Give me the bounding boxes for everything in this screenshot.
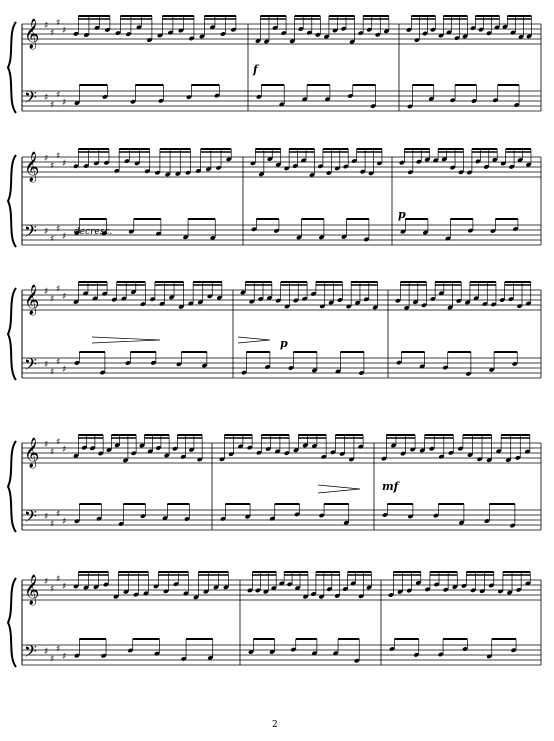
sharp-accidental: ♯ — [62, 652, 67, 662]
sharp-accidental: ♯ — [44, 21, 49, 31]
sharp-accidental: ♯ — [56, 284, 61, 295]
bass-clef: 𝄢 — [24, 641, 37, 665]
treble-clef: 𝄞 — [24, 285, 40, 315]
sharp-accidental: ♯ — [62, 26, 67, 36]
sharp-accidental: ♯ — [44, 512, 49, 522]
sharp-accidental: ♯ — [62, 517, 67, 527]
treble-clef: 𝄞 — [24, 152, 40, 182]
sharp-accidental: ♯ — [44, 93, 49, 103]
grand-staff-brace — [8, 288, 16, 380]
bass-clef: 𝄢 — [24, 506, 37, 530]
sharp-accidental: ♯ — [50, 519, 55, 530]
sharp-accidental: ♯ — [62, 159, 67, 169]
sharp-accidental: ♯ — [62, 98, 67, 108]
sharp-accidental: ♯ — [56, 509, 61, 520]
sharp-accidental: ♯ — [44, 227, 49, 237]
sharp-accidental: ♯ — [50, 367, 55, 378]
sharp-accidental: ♯ — [56, 644, 61, 655]
dynamic-piano: p — [280, 337, 288, 350]
sharp-accidental: ♯ — [44, 287, 49, 297]
treble-clef: 𝄞 — [24, 575, 40, 605]
crescendo-hairpin — [92, 337, 160, 343]
sharp-accidental: ♯ — [50, 161, 55, 172]
sharp-accidental: ♯ — [62, 232, 67, 242]
sharp-accidental: ♯ — [56, 437, 61, 448]
sharp-accidental: ♯ — [44, 360, 49, 370]
sharp-accidental: ♯ — [50, 234, 55, 245]
sharp-accidental: ♯ — [62, 445, 67, 455]
grand-staff-brace — [8, 155, 16, 247]
treble-clef: 𝄞 — [24, 19, 40, 49]
dynamic-decrescendo: decresc. — [74, 227, 113, 237]
sharp-accidental: ♯ — [50, 654, 55, 665]
sharp-accidental: ♯ — [62, 292, 67, 302]
sharp-accidental: ♯ — [56, 151, 61, 162]
sharp-accidental: ♯ — [44, 647, 49, 657]
sharp-accidental: ♯ — [56, 357, 61, 368]
bass-clef: 𝄢 — [24, 221, 37, 245]
sharp-accidental: ♯ — [44, 154, 49, 164]
sharp-accidental: ♯ — [56, 18, 61, 29]
sharp-accidental: ♯ — [50, 584, 55, 595]
grand-staff-brace — [8, 22, 16, 113]
grand-staff-brace — [8, 578, 16, 667]
grand-staff-brace — [8, 441, 16, 532]
sharp-accidental: ♯ — [56, 574, 61, 585]
sharp-accidental: ♯ — [50, 28, 55, 39]
dynamic-forte: f — [253, 63, 258, 76]
bass-clef: 𝄢 — [24, 354, 37, 378]
decrescendo-hairpin — [238, 337, 270, 343]
sharp-accidental: ♯ — [62, 582, 67, 592]
sharp-accidental: ♯ — [50, 447, 55, 458]
sharp-accidental: ♯ — [44, 440, 49, 450]
sharp-accidental: ♯ — [44, 577, 49, 587]
sharp-accidental: ♯ — [50, 100, 55, 111]
sharp-accidental: ♯ — [56, 224, 61, 235]
sharp-accidental: ♯ — [50, 294, 55, 305]
crescendo-hairpin — [318, 485, 360, 493]
dynamic-piano: p — [398, 208, 406, 221]
page-number: 2 — [272, 720, 278, 730]
bass-clef: 𝄢 — [24, 87, 37, 111]
sharp-accidental: ♯ — [62, 365, 67, 375]
dynamic-mezzo-forte: mf — [382, 480, 399, 493]
treble-clef: 𝄞 — [24, 438, 40, 468]
sharp-accidental: ♯ — [56, 90, 61, 101]
